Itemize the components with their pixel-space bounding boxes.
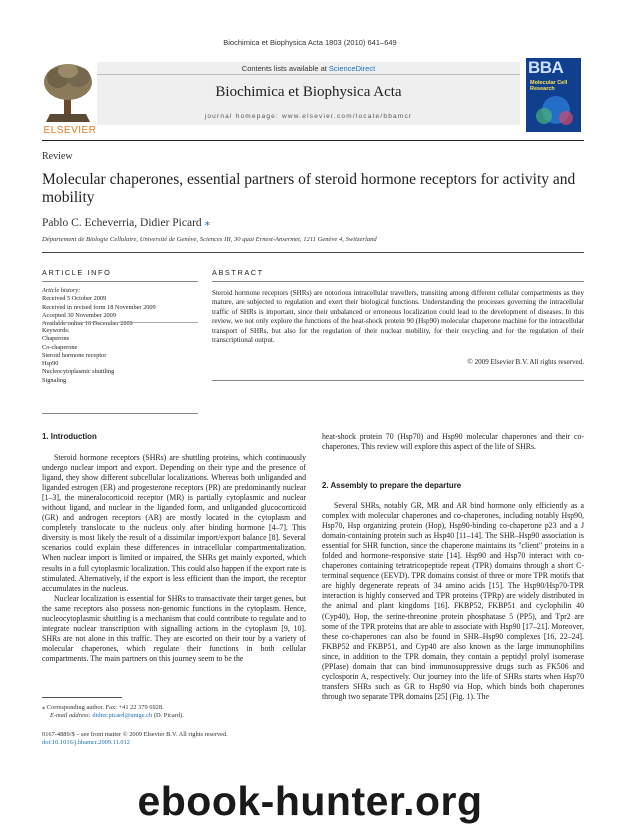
paragraph: heat-shock protein 70 (Hsp70) and Hsp90 molecular chaperones and their co-chaperones. This review will explore this aspect of the life of SHRs.: [322, 432, 584, 452]
issn-block: [42, 731, 342, 748]
affiliation-rule: [42, 252, 584, 253]
article-type: Review: [42, 151, 73, 162]
history-received: Received 5 October 2009: [42, 295, 107, 303]
footnote-email: [42, 712, 306, 720]
keyword-item: Chaperone: [42, 335, 70, 343]
footnote: [42, 704, 306, 720]
doi-link[interactable]: doi:10.1016/j.bbamcr.2009.11.012: [42, 739, 130, 747]
paragraph: Nuclear localization is essential for SHRs to transactivate their target genes, but the same receptors also possess non-genomic functions in the cytoplasm. Hence, nucleocytoplasmic shuttling is a mechanism that could contribute to regulate and to integrate nuclear transcription with signalling actions in the cytoplasm [9, 10]. SHRs are not alone in this traffic. They are escorted on their tour by a variety of molecular chaperones, which regulate their functions in both cellular compartments. The main partners on this journey seem to be the: [42, 593, 306, 663]
body-column-right-top: [322, 432, 584, 452]
body-column-left: [42, 453, 306, 664]
running-head: Biochimica et Biophysica Acta 1803 (2010) 641–649: [223, 38, 397, 47]
keyword-item: Co-chaperone: [42, 343, 78, 351]
keywords: [42, 327, 202, 385]
header-rule: [42, 140, 584, 141]
history-online: Available online 16 December 2009: [42, 320, 133, 328]
body-column-right: [322, 501, 584, 702]
abstract-heading: ABSTRACT: [212, 268, 264, 277]
keywords-label: Keywords:: [42, 327, 70, 334]
article-info-bottom-rule: [42, 413, 198, 414]
elsevier-tree-logo-icon: [42, 62, 94, 134]
bba-cover-title: BBA: [528, 58, 564, 77]
elsevier-wordmark: ELSEVIER: [43, 125, 97, 136]
footnote-rule: [42, 697, 122, 698]
email-link[interactable]: didier.picard@unige.ch: [92, 712, 153, 720]
history-label: Article history:: [42, 287, 81, 294]
keyword-item: Steroid hormone receptor: [42, 351, 107, 359]
paragraph: Steroid hormone receptors (SHRs) are shuttling proteins, which continuously undergo nuclear import and export. Depending on their type and the presence of ligand, they show different subcellular localizations. Whereas both unliganded and liganded estrogen (ER) and progesterone receptors (PR) are predominantly nuclear [1–3], the mineralocorticoid receptor (MR) is partially cytoplasmic and nuclear without ligand, and nuclear in the liganded form, and unliganded glucocorticoid (GR) and androgen receptors (AR) are mostly located in the cytoplasm and completely translocate to the nucleus only after binding hormone [4–7]. This diversity is most likely the result of a dissimilar import/export balance [8]. Several scenarios could explain these differences in intracellular compartmentalization. When nuclear import is limited or impaired, the SHRs get mainly exported, which results in a full cytoplasmic localization. This could also happen if the export rate is stimulated. Alternatively, if the export is less efficient than the import, the receptor accumulates in the nucleus.: [42, 453, 306, 593]
article-title: Molecular chaperones, essential partners of steroid hormone receptors for activity and mobility: [42, 171, 576, 206]
watermark: ebook-hunter.org: [137, 778, 483, 824]
contents-line: [97, 64, 520, 73]
article-info-heading: ARTICLE INFO: [42, 268, 112, 277]
footnote-corresponding: [42, 704, 306, 712]
journal-title: Biochimica et Biophysica Acta: [215, 84, 402, 100]
section-heading-introduction: 1. Introduction: [42, 432, 97, 441]
article-info-rule: [42, 281, 198, 282]
issn-line: 0167-4889/$ – see front matter © 2009 Elsevier B.V. All rights reserved.: [42, 731, 228, 738]
email-label: E-mail address:: [50, 712, 91, 720]
abstract-rule: [212, 281, 584, 282]
keywords-rule: [42, 322, 198, 323]
abstract-bottom-rule: [212, 380, 584, 381]
author-names: Pablo C. Echeverria, Didier Picard: [42, 217, 202, 229]
keyword-item: Signaling: [42, 376, 67, 384]
paragraph: Several SHRs, notably GR, MR and AR bind hormone only efficiently as a complex with molecular chaperones and co-chaperones, including notably Hsp90, Hsp70, Hsp organizing protein (Hop), Hsp90-binding co-chaperone p23 and a J domain-containing protein such as Hsp40 [11–14]. The SHR–Hsp90 association is essential for SHR function, since the chaperone maintains its "client" proteins in a folded and hormone-responsive state [14]. Hsp90 and Hsp70 interact with co-chaperones containing tetratricopeptide repeat (TPR) domains through a short C-terminal sequence (EEVD). TPR domains consist of three or more TPR motifs that are highly degenerate repeats of 34 amino acids [15]. The Hsp90/Hsp70-TPR interaction is highly conserved and TPR proteins (TPRp) are widely distributed in the animal and plant kingdoms [16]. FKBP52, FKBP51 and cyclophilin 40 (Cyp40), Hop, the serine-threonine protein phosphatase 5 (PP5), and Tpr2 are some of the TPR proteins that are able to associate with Hsp90 [17–21]. Moreover, these co-chaperones can also be found in SHR–Hsp90 complexes [16, 22–24]. FKBP52 and FKBP51, and Cyp40 are also known as the large immunophilins since, in addition to the TPR domain, they contain a peptidyl prolyl isomerase (PPIase) domain that can bind immunosuppressive drugs such as FK506 and cyclosporin A, respectively. Our journey into the life of SHRs starts when Hsp70 transfers SHRs such as GR to Hsp90 via Hop, which binds both chaperones through two separate TPR domains [25] (Fig. 1). The: [322, 501, 584, 701]
email-suffix: (D. Picard).: [153, 712, 184, 720]
contents-prefix: Contents lists available at: [241, 64, 329, 73]
history-accepted: Accepted 30 November 2009: [42, 311, 116, 319]
abstract-text: Steroid hormone receptors (SHRs) are notorious intracellular travellers, transiting among different cellular compartments as they mature, are subjected to regulation and exert their biological functions. Understanding the processes governing the intracellular traffic of SHRs is important, since their unbalanced or erroneous localization could lead to the development of diseases. In this review, we not only explore the functions of the heat-shock protein 90 (Hsp90) molecular chaperone machine for the intracellular transport of SHRs, but also for the regulation of their nuclear mobility, for their recycling and for the regulation of their transcriptional output.: [212, 289, 584, 345]
keyword-item: Nucleocytoplasmic shuttling: [42, 368, 115, 376]
history-revised: Received in revised form 18 November 2009: [42, 303, 156, 311]
corresponding-author-mark[interactable]: ⁎: [204, 217, 211, 229]
affiliation: Département de Biologie Cellulaire, Université de Genève, Sciences III, 30 quai Ernest-Ansermet, 1211 Genève 4, Switzerland: [42, 236, 377, 243]
keyword-item: Hsp90: [42, 360, 59, 368]
bba-cover-subtitle: Molecular Cell Research: [530, 80, 568, 92]
section-heading-assembly: 2. Assembly to prepare the departure: [322, 481, 462, 490]
authors: [42, 215, 210, 229]
abstract-copyright: © 2009 Elsevier B.V. All rights reserved.: [467, 358, 584, 366]
corresponding-author-text: Corresponding author. Fax: +41 22 379 6928.: [46, 704, 164, 711]
journal-homepage[interactable]: journal homepage: www.elsevier.com/locate/bbamcr: [204, 113, 413, 120]
footnote-mark: ⁎: [42, 704, 46, 711]
sciencedirect-link[interactable]: ScienceDirect: [328, 64, 376, 73]
